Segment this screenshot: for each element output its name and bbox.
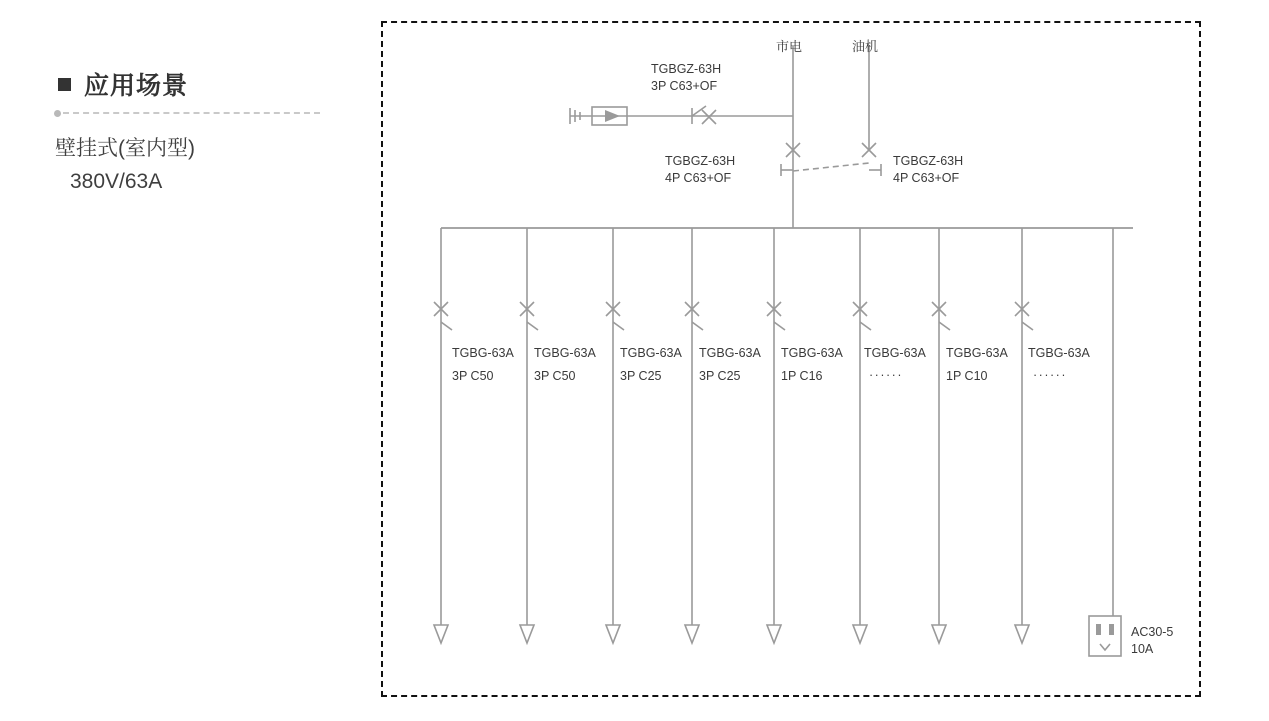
outgoing-model-7: TGBG-63A xyxy=(946,346,1008,360)
generator-source-label: 油机 xyxy=(852,39,879,54)
outgoing-model-3: TGBG-63A xyxy=(620,346,682,360)
branch-breaker-lead-6 xyxy=(860,322,871,330)
load-arrow-5 xyxy=(767,625,781,643)
ats-right-spec: 4P C63+OF xyxy=(893,171,960,185)
outgoing-spec-7: 1P C10 xyxy=(946,369,988,383)
outgoing-model-1: TGBG-63A xyxy=(452,346,514,360)
branch-breaker-lead-8 xyxy=(1022,322,1033,330)
incoming-breaker-spec: 3P C63+OF xyxy=(651,79,718,93)
socket-pin-right xyxy=(1109,624,1114,635)
branch-breaker-lead-2 xyxy=(527,322,538,330)
load-arrow-8 xyxy=(1015,625,1029,643)
outgoing-spec-4: 3P C25 xyxy=(699,369,741,383)
outgoing-spec-1: 3P C50 xyxy=(452,369,494,383)
load-arrow-2 xyxy=(520,625,534,643)
load-arrow-4 xyxy=(685,625,699,643)
ats-interlock-dashed xyxy=(793,163,869,171)
rating-label: 380V/63A xyxy=(70,170,163,193)
socket-model-label: AC30-5 xyxy=(1131,625,1174,639)
ats-right-model: TGBGZ-63H xyxy=(893,154,964,168)
outgoing-model-6: TGBG-63A xyxy=(864,346,926,360)
branch-breaker-lead-5 xyxy=(774,322,785,330)
branch-breaker-lead-7 xyxy=(939,322,950,330)
load-arrow-6 xyxy=(853,625,867,643)
outgoing-spec-2: 3P C50 xyxy=(534,369,576,383)
socket-rating-label: 10A xyxy=(1131,642,1154,656)
outgoing-model-5: TGBG-63A xyxy=(781,346,843,360)
load-arrow-3 xyxy=(606,625,620,643)
load-arrow-1 xyxy=(434,625,448,643)
outgoing-ellipsis-6: ······ xyxy=(869,368,903,382)
socket-pin-left xyxy=(1096,624,1101,635)
outgoing-model-8: TGBG-63A xyxy=(1028,346,1090,360)
load-arrow-7 xyxy=(932,625,946,643)
outgoing-spec-5: 1P C16 xyxy=(781,369,823,383)
outgoing-spec-3: 3P C25 xyxy=(620,369,662,383)
ats-left-spec: 4P C63+OF xyxy=(665,171,732,185)
mounting-type-label: 壁挂式(室内型) xyxy=(55,137,195,160)
mains-source-label: 市电 xyxy=(776,39,803,54)
branch-breaker-lead-1 xyxy=(441,322,452,330)
branch-breaker-lead-4 xyxy=(692,322,703,330)
outgoing-ellipsis-8: ······ xyxy=(1033,368,1067,382)
ats-left-model: TGBGZ-63H xyxy=(665,154,736,168)
section-heading-label: 应用场景 xyxy=(84,72,189,100)
meter-arrow-icon xyxy=(605,110,620,122)
outgoing-model-2: TGBG-63A xyxy=(534,346,596,360)
socket-pin-bottom xyxy=(1100,644,1110,650)
outgoing-model-4: TGBG-63A xyxy=(699,346,761,360)
branch-breaker-lead-3 xyxy=(613,322,624,330)
incoming-breaker-model: TGBGZ-63H xyxy=(651,62,722,76)
